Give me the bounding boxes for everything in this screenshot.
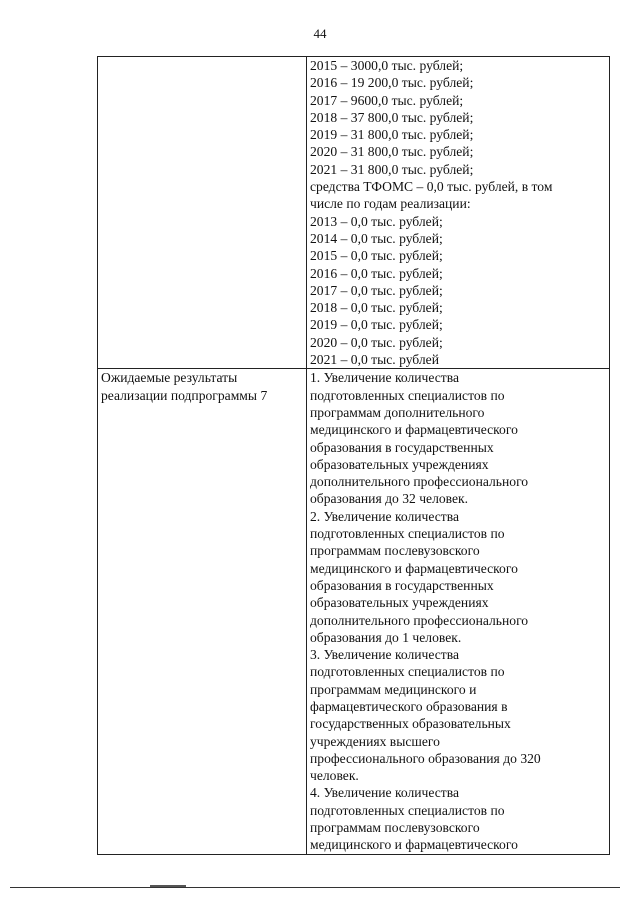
funding-line: 2020 – 0,0 тыс. рублей; [310, 334, 443, 350]
funding-line: 2019 – 0,0 тыс. рублей; [310, 317, 443, 333]
expected-results-label-cell [98, 369, 307, 854]
result-line: подготовленных специалистов по [310, 664, 505, 680]
funding-line: 2021 – 31 800,0 тыс. рублей; [310, 161, 474, 177]
result-line: медицинского и фармацевтического [310, 422, 518, 438]
table-row-funding [98, 57, 610, 369]
program-table [97, 56, 610, 855]
result-line: образовательных учреждениях [310, 456, 489, 472]
funding-line: 2015 – 0,0 тыс. рублей; [310, 248, 443, 264]
result-line: 1. Увеличение количества [310, 370, 460, 386]
funding-line: средства ТФОМС – 0,0 тыс. рублей, в том [310, 179, 553, 195]
result-line: программам дополнительного [310, 404, 485, 420]
funding-line: 2019 – 31 800,0 тыс. рублей; [310, 127, 474, 143]
page-bottom-rule-mark [150, 885, 186, 887]
result-line: государственных образовательных [310, 716, 511, 732]
result-line: образования в государственных [310, 577, 494, 593]
result-line: фармацевтического образования в [310, 698, 508, 714]
expected-results-label-line: Ожидаемые результаты [101, 370, 238, 386]
funding-line: 2016 – 0,0 тыс. рублей; [310, 265, 443, 281]
result-line: образования в государственных [310, 439, 494, 455]
funding-line: 2014 – 0,0 тыс. рублей; [310, 230, 443, 246]
funding-line: числе по годам реализации: [310, 196, 471, 212]
page-bottom-rule [10, 887, 620, 888]
funding-line: 2013 – 0,0 тыс. рублей; [310, 213, 443, 229]
result-line: подготовленных специалистов по [310, 802, 505, 818]
result-line: образования до 32 человек. [310, 491, 469, 507]
expected-results-cell [307, 369, 610, 854]
page-number: 44 [313, 26, 327, 41]
funding-line: 2017 – 0,0 тыс. рублей; [310, 282, 443, 298]
funding-values-cell [307, 57, 610, 369]
expected-results-label-line: реализации подпрограммы 7 [101, 387, 268, 403]
result-line: человек. [310, 768, 359, 784]
funding-line: 2018 – 37 800,0 тыс. рублей; [310, 109, 474, 125]
result-line: программам послевузовского [310, 820, 480, 836]
funding-line: 2017 – 9600,0 тыс. рублей; [310, 92, 464, 108]
funding-line: 2018 – 0,0 тыс. рублей; [310, 300, 443, 316]
result-line: медицинского и фармацевтического [310, 837, 518, 853]
result-line: 3. Увеличение количества [310, 647, 460, 663]
funding-label-cell [98, 57, 307, 369]
funding-line: 2015 – 3000,0 тыс. рублей; [310, 58, 464, 73]
result-line: подготовленных специалистов по [310, 526, 505, 542]
result-line: 2. Увеличение количества [310, 508, 460, 524]
result-line: программам послевузовского [310, 543, 480, 559]
result-line: дополнительного профессионального [310, 474, 529, 490]
table-row-expected-results [98, 369, 610, 854]
result-line: образования до 1 человек. [310, 629, 462, 645]
result-line: учреждениях высшего [310, 733, 440, 749]
result-line: подготовленных специалистов по [310, 387, 505, 403]
funding-line: 2016 – 19 200,0 тыс. рублей; [310, 75, 474, 91]
funding-line: 2020 – 31 800,0 тыс. рублей; [310, 144, 474, 160]
funding-line: 2021 – 0,0 тыс. рублей [310, 352, 439, 368]
result-line: профессионального образования до 320 [310, 750, 541, 766]
result-line: программам медицинского и [310, 681, 477, 697]
result-line: образовательных учреждениях [310, 595, 489, 611]
result-line: 4. Увеличение количества [310, 785, 460, 801]
result-line: медицинского и фармацевтического [310, 560, 518, 576]
result-line: дополнительного профессионального [310, 612, 529, 628]
